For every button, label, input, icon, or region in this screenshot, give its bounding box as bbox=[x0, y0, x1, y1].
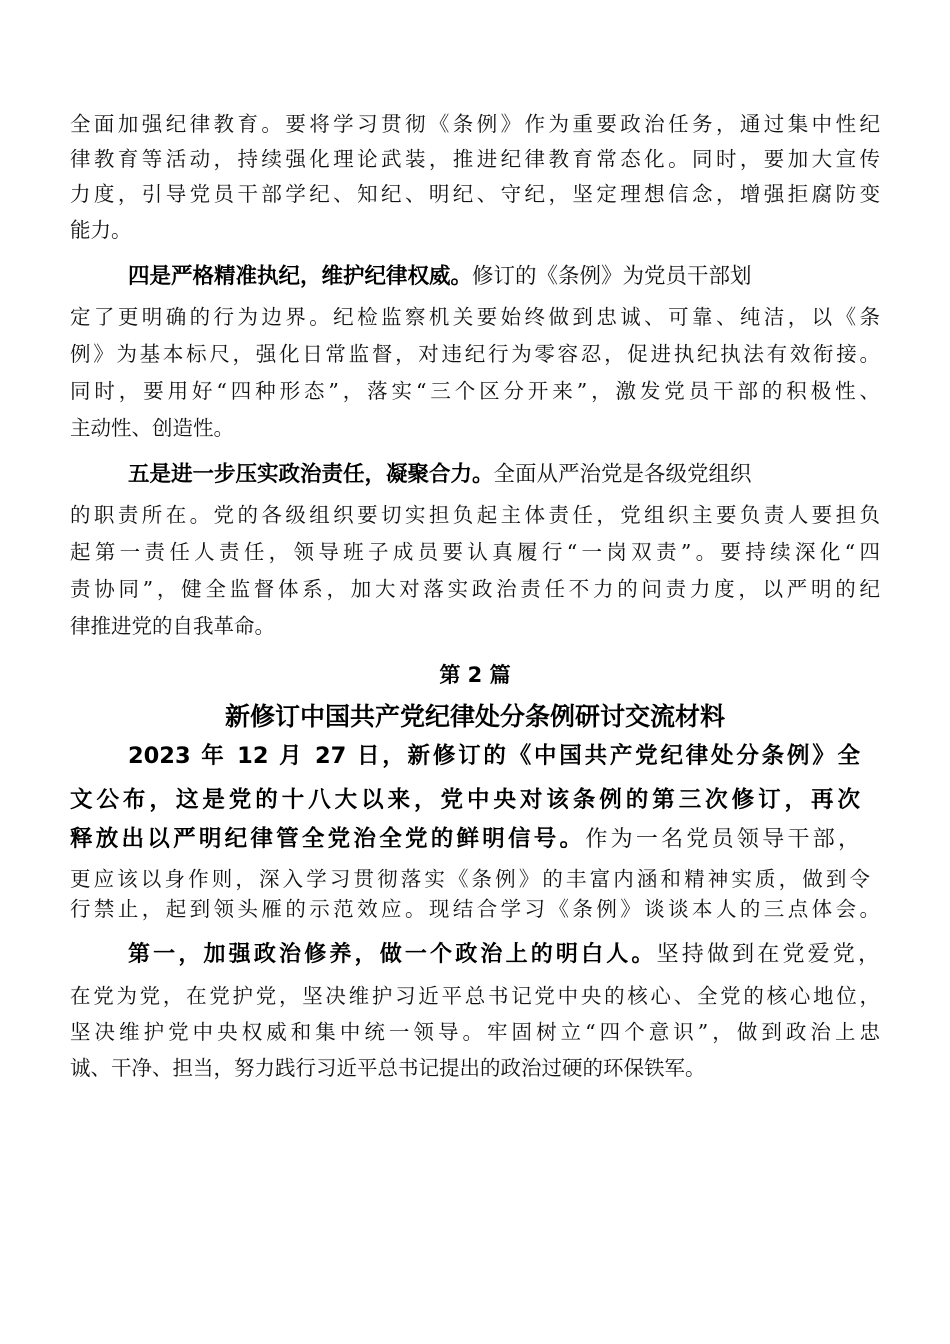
bold-line: 文公布，这是党的十八大以来，党中央对该条例的第三次修订，再次 bbox=[70, 787, 860, 813]
paragraph-text: 作为一名党员领导干部， bbox=[585, 827, 860, 852]
paragraph-text: 坚持做到在党爱党， bbox=[656, 942, 880, 967]
paragraph-line: 责协同”，健全监督体系，加大对落实政治责任不力的问责力度，以严明的纪 bbox=[70, 577, 880, 601]
paragraph-line: 在党为党，在党护党，坚决维护习近平总书记党中央的核心、全党的核心地位， bbox=[70, 984, 880, 1008]
paragraph-line: 坚决维护党中央权威和集中统一领导。牢固树立“四个意识”，做到政治上忠 bbox=[70, 1020, 880, 1044]
paragraph-line: 全面加强纪律教育。要将学习贯彻《条例》作为重要政治任务，通过集中性纪 bbox=[70, 112, 880, 136]
paragraph-line: 例》为基本标尺，强化日常监督，对违纪行为零容忍，促进执纪执法有效衔接。 bbox=[70, 342, 880, 366]
paragraph-line-mixed bbox=[70, 824, 860, 855]
paragraph-text: 修订的《条例》为党员干部划 bbox=[472, 264, 752, 289]
page-title: 新修订中国共产党纪律处分条例研讨交流材料 bbox=[224, 702, 725, 731]
paragraph-line: 律推进党的自我革命。 bbox=[70, 614, 275, 638]
paragraph-line: 更应该以身作则，深入学习贯彻落实《条例》的丰富内涵和精神实质，做到令 bbox=[70, 867, 870, 891]
paragraph-line: 定了更明确的行为边界。纪检监察机关要始终做到忠诚、可靠、纯洁，以《条 bbox=[70, 305, 880, 329]
paragraph-first-line bbox=[128, 261, 858, 292]
paragraph-line: 律教育等活动，持续强化理论武装，推进纪律教育常态化。同时，要加大宣传 bbox=[70, 147, 880, 171]
section-number: 第 2 篇 bbox=[439, 663, 511, 687]
paragraph-line: 的职责所在。党的各级组织要切实担负起主体责任，党组织主要负责人要担负 bbox=[70, 503, 880, 527]
paragraph-first-line bbox=[128, 459, 858, 490]
paragraph-first-line bbox=[128, 939, 880, 970]
paragraph-text: 全面从严治党是各级党组织 bbox=[493, 462, 752, 487]
paragraph-line: 行禁止，起到领头雁的示范效应。现结合学习《条例》谈谈本人的三点体会。 bbox=[70, 897, 880, 921]
paragraph-lead-heading: 第一，加强政治修养，做一个政治上的明白人。 bbox=[128, 942, 657, 967]
paragraph-line: 诚、干净、担当，努力践行习近平总书记提出的政治过硬的环保铁军。 bbox=[70, 1056, 706, 1080]
bold-line: 2023 年 12 月 27 日，新修订的《中国共产党纪律处分条例》全 bbox=[128, 743, 860, 769]
paragraph-lead-heading: 四是严格精准执纪，维护纪律权威。 bbox=[128, 264, 473, 289]
bold-text: 释放出以严明纪律管全党治全党的鲜明信号。 bbox=[70, 826, 586, 852]
paragraph-line: 同时，要用好“四种形态”，落实“三个区分开来”，激发党员干部的积极性、 bbox=[70, 379, 880, 403]
paragraph-line: 力度，引导党员干部学纪、知纪、明纪、守纪，坚定理想信念，增强拒腐防变 bbox=[70, 182, 880, 206]
paragraph-line: 能力。 bbox=[70, 218, 132, 242]
paragraph-line: 起第一责任人责任，领导班子成员要认真履行“一岗双责”。要持续深化“四 bbox=[70, 540, 880, 564]
paragraph-line: 主动性、创造性。 bbox=[70, 416, 234, 440]
paragraph-lead-heading: 五是进一步压实政治责任，凝聚合力。 bbox=[128, 462, 494, 487]
